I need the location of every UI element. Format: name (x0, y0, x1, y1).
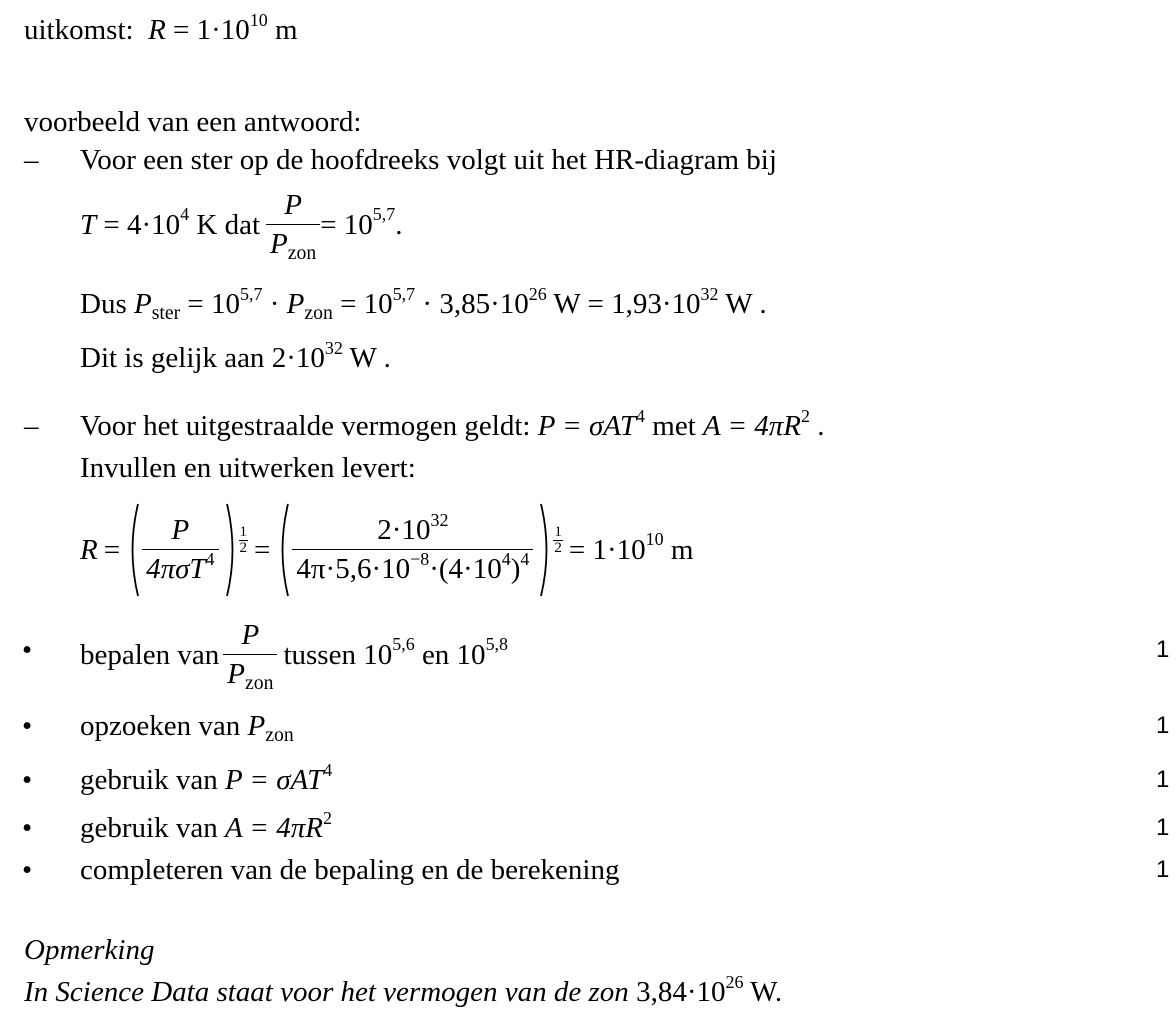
step1-text: Voor een ster op de hoofdreeks volgt uit het HR-diagram bij (80, 144, 777, 176)
remark-text: In Science Data staat voor het vermogen van de zon (24, 976, 637, 1008)
half-num-2: 1 (554, 523, 562, 540)
step1-T-eq: = 4·10 (96, 208, 181, 241)
scoring-item-4 (80, 807, 332, 844)
step2-frac1-num: P (171, 514, 190, 546)
step1-T-exp: 4 (180, 204, 190, 225)
step1-rounded-line (80, 337, 391, 374)
step1-P2: P (286, 288, 305, 320)
step2-frac2-num-exp: 32 (430, 509, 449, 530)
step1-P2-sub: zon (304, 302, 333, 325)
scoring-3-pre: gebruik van (80, 764, 225, 796)
step2-text-line (80, 405, 825, 442)
step1-T: T (80, 208, 97, 241)
step1-eq3-exp: 32 (700, 283, 719, 304)
step2-text: Voor het uitgestraalde vermogen geldt: (80, 410, 538, 442)
dash-step-2: – (24, 410, 39, 442)
outcome-label: uitkomst: (24, 14, 134, 46)
step1-P-sub: ster (151, 302, 181, 325)
half-num-1: 1 (239, 523, 248, 540)
scoring-1-frac-num: P (241, 619, 260, 651)
step2-frac2-den-exp: −8 (410, 548, 430, 569)
step2-frac1-den: 4πσT (146, 553, 206, 585)
step1-T-unit: K dat (189, 208, 261, 241)
scoring-2-P-sub: zon (265, 724, 294, 747)
scoring-3-formula: P = σAT (224, 764, 324, 796)
remark-value: 3,84·10 (636, 976, 726, 1008)
step1-eq1-exp: 5,7 (240, 283, 263, 304)
step2-invullen: Invullen en uitwerken levert: (80, 452, 416, 484)
step2-formula1: P = σAT (537, 410, 637, 442)
step1-gelijk-val: 2·10 (271, 342, 325, 374)
step1-rhs-exp: 5,7 (372, 204, 396, 225)
score-4: 1 (1156, 814, 1170, 841)
step2-frac2-den: 4π·5,6·10 (296, 553, 411, 585)
step2-frac2-den-b: ·(4·10 (429, 553, 502, 585)
step1-eq3: W = 1,93·10 (546, 288, 701, 320)
step1-gelijk-unit: W . (342, 342, 391, 374)
step1-dot: · (262, 288, 287, 320)
half-den-2: 2 (554, 539, 562, 556)
right-paren-1 (225, 502, 239, 598)
bullet-3: • (22, 764, 33, 796)
scoring-1-exp1: 5,6 (392, 634, 415, 655)
step1-power-line (80, 283, 767, 325)
step1-eq2b-exp: 26 (528, 283, 547, 304)
step2-result: = 1·10 (568, 533, 646, 566)
step2-formula2-exp: 2 (801, 405, 811, 426)
example-label: voorbeeld van een antwoord: (24, 106, 362, 138)
scoring-item-2 (80, 710, 294, 747)
step1-eq2: = 10 (332, 288, 393, 320)
step1-eq2b: · 3,85·10 (415, 288, 529, 320)
scoring-2-pre: opzoeken van (80, 710, 248, 742)
bullet-4: • (22, 812, 33, 844)
outcome-exp: 10 (249, 9, 268, 30)
scoring-1-pre: bepalen van (80, 638, 220, 671)
score-3: 1 (1156, 766, 1170, 793)
outcome-R: R (148, 14, 166, 46)
step2-result-exp: 10 (645, 529, 664, 550)
scoring-1-frac-den-sub: zon (245, 672, 274, 695)
step2-frac2-den-c-exp: 4 (520, 548, 530, 569)
step1-gelijk-exp: 32 (324, 337, 343, 358)
outcome-line (24, 9, 298, 46)
scoring-3-formula-exp: 4 (323, 759, 333, 780)
left-paren-2 (276, 502, 290, 598)
score-2: 1 (1156, 712, 1170, 739)
step2-fraction-1 (142, 514, 218, 586)
remark-title: Opmerking (24, 934, 155, 966)
scoring-4-formula: A = 4πR (224, 812, 323, 844)
half-exponent-2 (553, 525, 563, 556)
step1-frac-den: P (270, 228, 288, 260)
scoring-item-3 (80, 759, 333, 796)
remark-value-exp: 26 (725, 971, 744, 992)
step2-frac2-num: 2·10 (377, 514, 431, 546)
step2-formula2-end: . (810, 410, 825, 442)
outcome-eq: = 1·10 (165, 14, 250, 46)
step2-R: R (80, 533, 98, 566)
step1-P: P (133, 288, 152, 320)
half-exponent-1 (239, 525, 249, 556)
scoring-1-frac-den: P (227, 658, 246, 690)
remark-unit: W. (743, 976, 783, 1008)
right-paren-2 (539, 502, 553, 598)
dash-step-1: – (24, 144, 39, 176)
scoring-4-pre: gebruik van (80, 812, 225, 844)
remark-line (24, 971, 783, 1008)
step2-met: met (645, 410, 704, 442)
half-den-1: 2 (239, 539, 248, 556)
step1-end: . (395, 208, 403, 241)
step1-eq3-unit: W . (718, 288, 767, 320)
step1-rhs: = 10 (320, 208, 373, 241)
step1-ratio-line (80, 180, 403, 270)
step2-formula2: A = 4πR (703, 410, 802, 442)
scoring-1-and: en 10 (414, 638, 486, 671)
step1-gelijk: Dit is gelijk aan (80, 342, 272, 374)
scoring-2-P: P (247, 710, 266, 742)
step2-eq1: = (103, 533, 121, 566)
scoring-1-exp2: 5,8 (485, 634, 509, 655)
bullet-5: • (22, 854, 33, 886)
bullet-2: • (22, 710, 33, 742)
step2-frac2-den-c: ) (510, 553, 521, 585)
step2-eq2: = (254, 533, 271, 566)
step1-fraction (266, 189, 320, 265)
step2-frac2-den-b-exp: 4 (501, 548, 511, 569)
step2-result-unit: m (663, 533, 694, 566)
left-paren-1 (126, 502, 140, 598)
score-1: 1 (1156, 636, 1170, 663)
step1-frac-num: P (284, 189, 302, 221)
score-5: 1 (1156, 856, 1170, 883)
step2-equation (80, 498, 699, 602)
step1-frac-den-sub: zon (287, 242, 317, 265)
scoring-4-formula-exp: 2 (322, 807, 332, 828)
bullet-1: • (22, 634, 33, 666)
scoring-1-fraction (223, 619, 277, 695)
step2-fraction-2 (292, 509, 533, 586)
scoring-item-1 (80, 610, 514, 700)
step1-eq1: = 10 (180, 288, 241, 320)
step1-eq2-exp: 5,7 (392, 283, 416, 304)
step2-formula1-exp: 4 (636, 405, 646, 426)
scoring-1-mid: tussen 10 (283, 638, 393, 671)
outcome-unit: m (267, 14, 298, 46)
scoring-item-5: completeren van de bepaling en de berekening (80, 854, 620, 886)
step2-frac1-den-exp: 4 (205, 548, 215, 569)
step1-dus: Dus (80, 288, 134, 320)
